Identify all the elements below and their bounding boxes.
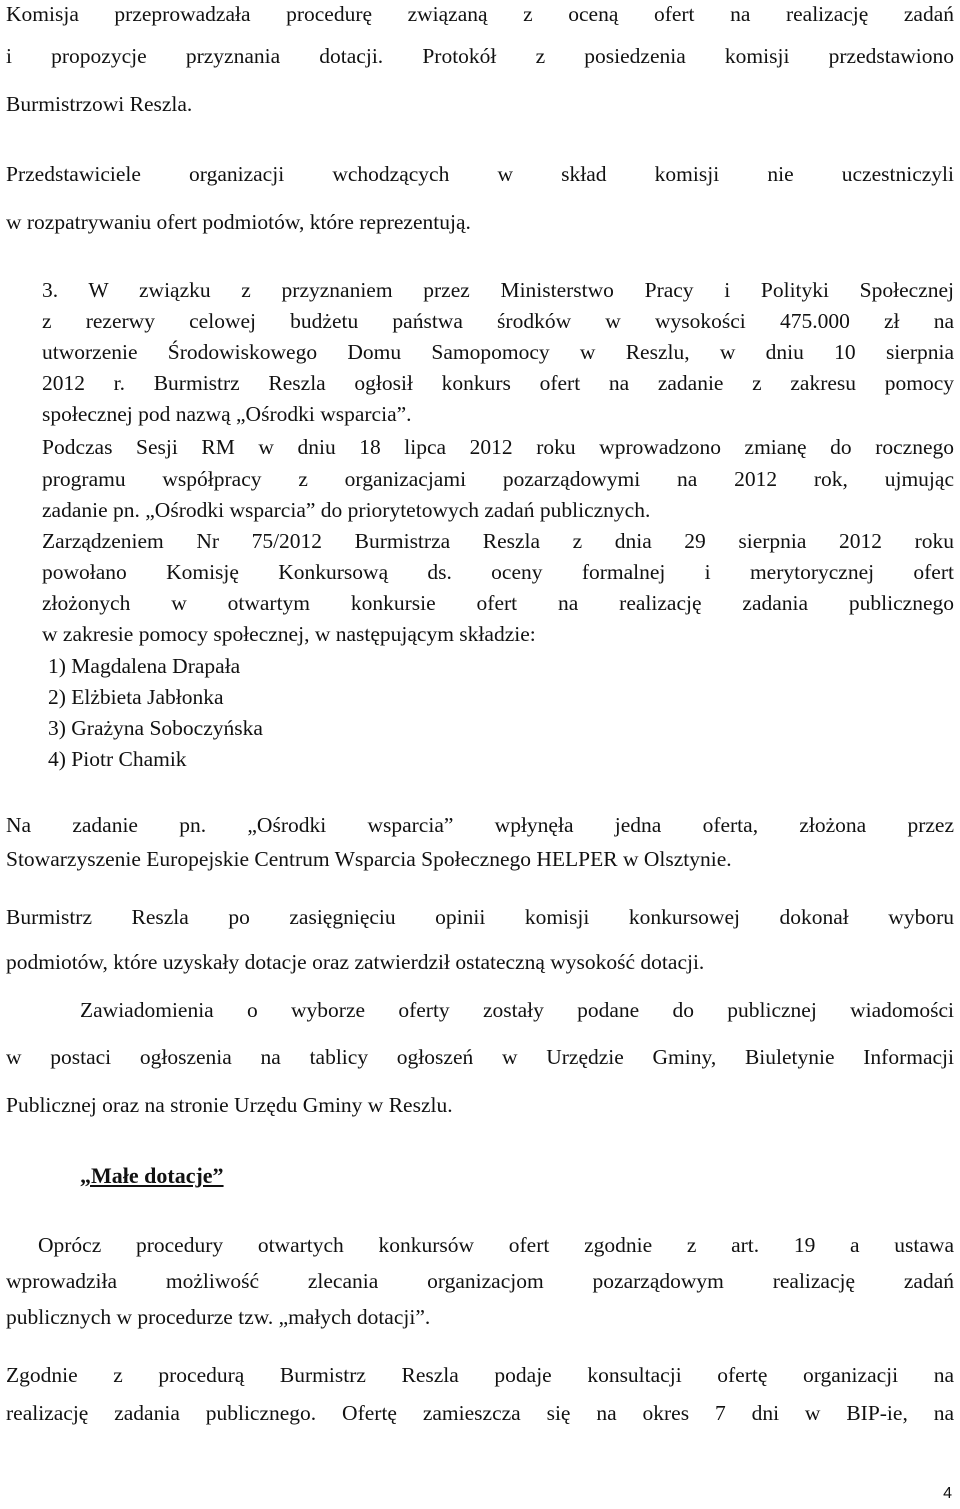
paragraph-line: w rozpatrywaniu ofert podmiotów, które reprezentują.: [6, 210, 471, 234]
list-item: 4) Piotr Chamik: [48, 747, 187, 771]
list-item: 3) Grażyna Soboczyńska: [48, 716, 263, 740]
paragraph-line: Zawiadomienia o wyborze oferty zostały podane do publicznej wiadomości: [80, 998, 954, 1022]
paragraph-line: realizację zadania publicznego. Ofertę zamieszcza się na okres 7 dni w BIP-ie, na: [6, 1401, 954, 1425]
list-item: 1) Magdalena Drapała: [48, 654, 241, 678]
paragraph-line: Zgodnie z procedurą Burmistrz Reszla podaje konsultacji ofertę organizacji na: [6, 1363, 954, 1387]
paragraph-line: Publicznej oraz na stronie Urzędu Gminy w Reszlu.: [6, 1093, 453, 1117]
paragraph-line: Stowarzyszenie Europejskie Centrum Wsparcia Społecznego HELPER w Olsztynie.: [6, 847, 732, 871]
section-line: złożonych w otwartym konkursie ofert na realizację zadania publicznego: [42, 591, 954, 615]
section-line: Podczas Sesji RM w dniu 18 lipca 2012 roku wprowadzono zmianę do rocznego: [42, 435, 954, 459]
paragraph-line: Oprócz procedury otwartych konkursów ofert zgodnie z art. 19 a ustawa: [38, 1233, 954, 1257]
section-line: zadanie pn. „Ośrodki wsparcia” do priorytetowych zadań publicznych.: [42, 498, 651, 522]
paragraph-line: Burmistrz Reszla po zasięgnięciu opinii komisji konkursowej dokonał wyboru: [6, 905, 954, 929]
paragraph-line: Burmistrzowi Reszla.: [6, 92, 193, 116]
page-number: 4: [943, 1485, 952, 1502]
section-line: społecznej pod nazwą „Ośrodki wsparcia”.: [42, 402, 412, 426]
section-line: z rezerwy celowej budżetu państwa środków w wysokości 475.000 zł na: [42, 309, 954, 333]
section-line: powołano Komisję Konkursową ds. oceny formalnej i merytorycznej ofert: [42, 560, 954, 584]
section-line: programu współpracy z organizacjami pozarządowymi na 2012 rok, ujmując: [42, 467, 954, 491]
list-item: 2) Elżbieta Jabłonka: [48, 685, 224, 709]
section-line: Zarządzeniem Nr 75/2012 Burmistrza Reszla z dnia 29 sierpnia 2012 roku: [42, 529, 954, 553]
section-line: 3. W związku z przyznaniem przez Ministerstwo Pracy i Polityki Społecznej: [42, 278, 954, 302]
section-line: 2012 r. Burmistrz Reszla ogłosił konkurs ofert na zadanie z zakresu pomocy: [42, 371, 954, 395]
section-line: utworzenie Środowiskowego Domu Samopomocy w Reszlu, w dniu 10 sierpnia: [42, 340, 954, 364]
paragraph-line: Na zadanie pn. „Ośrodki wsparcia” wpłynęła jedna oferta, złożona przez: [6, 813, 954, 837]
paragraph-line: Przedstawiciele organizacji wchodzących w skład komisji nie uczestniczyli: [6, 162, 954, 186]
paragraph-line: wprowadziła możliwość zlecania organizacjom pozarządowym realizację zadań: [6, 1269, 954, 1293]
paragraph-line: w postaci ogłoszenia na tablicy ogłoszeń w Urzędzie Gminy, Biuletynie Informacji: [6, 1045, 954, 1069]
section-line: w zakresie pomocy społecznej, w następującym składzie:: [42, 622, 536, 646]
paragraph-line: i propozycje przyznania dotacji. Protokół z posiedzenia komisji przedstawiono: [6, 44, 954, 68]
section-heading: „Małe dotacje”: [80, 1163, 224, 1188]
paragraph-line: Komisja przeprowadzała procedurę związaną z oceną ofert na realizację zadań: [6, 2, 954, 26]
paragraph-line: podmiotów, które uzyskały dotacje oraz zatwierdził ostateczną wysokość dotacji.: [6, 950, 705, 974]
paragraph-line: publicznych w procedurze tzw. „małych dotacji”.: [6, 1305, 431, 1329]
